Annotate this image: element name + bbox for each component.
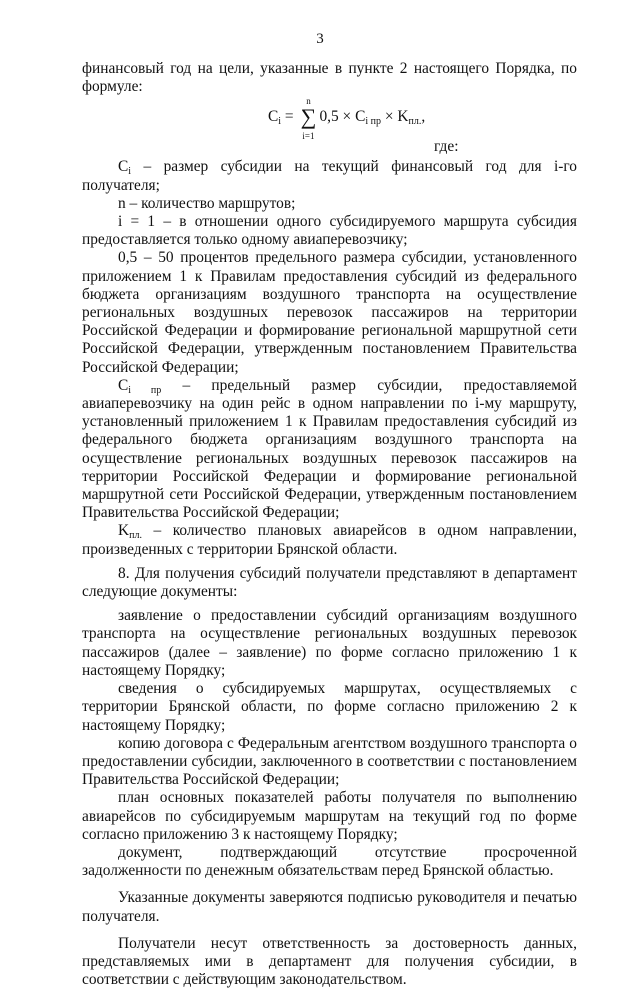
formula-expression (268, 96, 426, 141)
def-kpl (82, 522, 577, 558)
formula-where: где: (434, 138, 459, 156)
def-cipr-text: – предельный размер субсидии, предоставляемой авиаперевозчику на один рейс в одном направлении по i-му маршруту, установленный приложением 1 к Правилам предоставления субсидий из федерального бюджета организациям воздушного транспорта на осуществление региональных воздушных перевозок пассажиров на территории Российской Федерации и формирование региональной маршрутной сети Российской Федерации, утвержденным постановлением Правительства Российской Федерации; (82, 376, 577, 522)
sum-upper-limit: n (306, 96, 311, 107)
formula-coef: 0,5 × C (319, 108, 366, 126)
document-body (82, 60, 577, 989)
responsibility-paragraph: Получатели несут ответственность за достоверность данных, представляемых ими в департамент для получения субсидии, в соответствии с действующим законодательством. (82, 934, 577, 989)
def-ci-text: – размер субсидии на текущий финансовый год для i-го получателя; (82, 158, 577, 194)
formula-times-k: × K (384, 108, 409, 126)
def-ci-symbol: C (118, 158, 129, 176)
document-list-item: копию договора с Федеральным агентством воздушного транспорта о предоставлении субсидии, заключенного в соответствии с постановлением Правительства Российской Федерации; (82, 734, 577, 789)
certification-paragraph: Указанные документы заверяются подписью руководителя и печатью получателя. (82, 889, 577, 925)
intro-paragraph: финансовый год на цели, указанные в пункте 2 настоящего Порядка, по формуле: (82, 60, 577, 96)
document-list-item: сведения о субсидируемых маршрутах, осуществляемых с территории Брянской области, по форме согласно приложению 2 к настоящему Порядку; (82, 680, 577, 734)
section-8-heading: 8. Для получения субсидий получатели представляют в департамент следующие документы: (82, 564, 577, 601)
def-coef: 0,5 – 50 процентов предельного размера субсидии, установленного приложением 1 к Правилам предоставления субсидий из федерального бюджета организациям воздушного транспорта на осуществление региональных воздушных перевозок пассажиров на территории Российской Федерации и формирование региональной маршрутной сети Российской Федерации, утвержденным постановлением Правительства Российской Федерации; (82, 249, 577, 376)
def-n: n – количество маршрутов; (118, 194, 296, 212)
formula-lhs: C (268, 108, 279, 126)
document-list-item: заявление о предоставлении субсидий организациям воздушного транспорта на осуществление региональных воздушных перевозок пассажиров (далее – заявление) по форме согласно приложению 1 к настоящему Порядку; (82, 607, 577, 679)
document-list-item: документ, подтверждающий отсутствие просроченной задолженности по денежным обязательствам перед Брянской областью. (82, 843, 577, 880)
def-ci-sub: i (128, 166, 132, 178)
subsidy-formula (82, 96, 577, 158)
def-ci (82, 158, 577, 194)
document-list-item: план основных показателей работы получателя по выполнению авиарейсов по субсидируемым маршрутам на текущий год по форме согласно приложению 3 к настоящему Порядку; (82, 789, 577, 843)
sigma-icon: ∑ (300, 104, 317, 130)
page-number: 3 (316, 31, 324, 47)
sum-symbol (299, 96, 317, 141)
sum-lower-limit: i=1 (302, 130, 315, 141)
formula-c-sub: i пр (365, 116, 381, 128)
formula-lhs-sub: i (278, 116, 282, 128)
formula-k-sub: пл. (408, 116, 422, 128)
def-cipr-sub: i пр (128, 384, 162, 396)
formula-equals: = (284, 108, 294, 126)
def-cipr (82, 377, 577, 523)
def-kpl-sub: пл. (129, 530, 142, 542)
def-cipr-symbol: C (118, 376, 129, 394)
formula-comma: , (421, 108, 426, 126)
def-kpl-text: – количество плановых авиарейсов в одном направлении, произведенных с территории Брянской области. (82, 522, 577, 558)
def-i: i = 1 – в отношении одного субсидируемого маршрута субсидия предоставляется только одному авиаперевозчику; (82, 213, 577, 249)
def-kpl-symbol: K (118, 522, 130, 540)
